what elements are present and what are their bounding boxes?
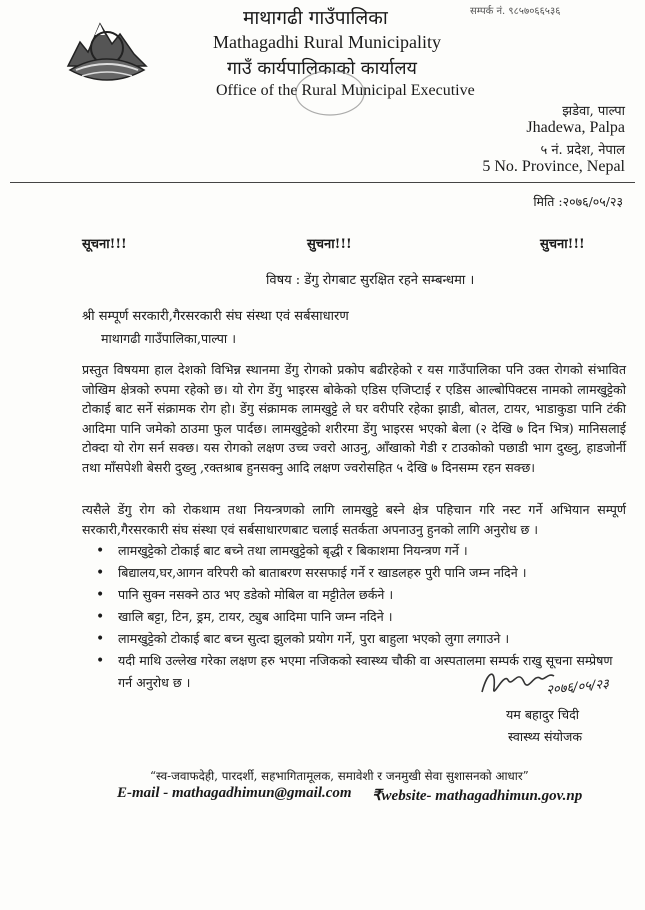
municipality-title-en: Mathagadhi Rural Municipality xyxy=(213,32,441,52)
municipality-emblem-icon xyxy=(62,8,152,86)
bullet-icon: • xyxy=(96,543,105,559)
bullet-icon: • xyxy=(96,653,105,669)
list-item: • बिद्यालय,घर,आगन वरिपरी को बाताबरण सरसफाई गर्ने र खाडलहरु पुरी पानि जम्न नदिने । xyxy=(96,562,626,584)
list-item: • लामखुट्टेको टोकाई बाट बच्न सुत्दा झुलको प्रयोग गर्ने, पुरा बाहुला भएको लुगा लगाउने । xyxy=(96,628,626,650)
contact-serial: सम्पर्क नं. ९८५७०६६५३६ xyxy=(470,6,561,17)
bullet-icon: • xyxy=(96,609,105,625)
list-item: • यदी माथि उल्लेख गरेका लक्षण हरु भएमा नजिकको स्वास्थ्य चौकी वा अस्पतालमा सम्पर्क राखु सूचना सम्प्रेषण गर्न अनुरोध छ । xyxy=(96,650,626,694)
footer-website: ₹website- mathagadhimun.gov.np xyxy=(372,788,583,804)
signatory-title: स्वास्थ्य संयोजक xyxy=(508,729,583,744)
notice-center: सुचना!!! xyxy=(307,237,352,252)
globe-icon: ₹ xyxy=(372,788,382,804)
bullet-icon: • xyxy=(96,587,105,603)
recipient-line2: माथागढी गाउँपालिका,पाल्पा । xyxy=(101,331,236,346)
document-date: मिति :२०७६/०५/२३ xyxy=(533,194,623,209)
notice-right: सुचना!!! xyxy=(540,237,585,252)
notice-left: सूचना!!! xyxy=(82,237,127,252)
footer-email: E-mail - mathagadhimun@gmail.com xyxy=(117,785,352,801)
list-item: • खालि बट्टा, टिन, ड्रम, टायर, ट्युब आदिमा पानि जम्न नदिने । xyxy=(96,606,626,628)
address-line2-np: ५ नं. प्रदेश, नेपाल xyxy=(540,143,625,158)
list-item: • लामखुट्टेको टोकाई बाट बच्ने तथा लामखुट्टेको बृद्धी र बिकाशमा नियन्त्रण गर्ने । xyxy=(96,540,626,562)
body-paragraph-1: प्रस्तुत विषयमा हाल देशको विभिन्न स्थानमा डेंगु रोगको प्रकोप बढीरहेको र यस गाउँपालिका पनि उक्त रोगको संभावित जोखिम क्षेत्रको रुपमा रहेको छ। यो रोग डेंगु भाइरस बोकेको एडिस एजिप्टाई र एडिस आल्बोपिक्टस नामको लामखुट्टेको टोकाई बाट सर्ने संक्रामक रोग हो। डेंगु संक्रामक लामखुट्टे ले घर वरीपरि रहेका झाडी, बोतल, टायर, भाडाकुडा पानि टंकी आदिमा पानि जमेको ठाउमा फुल पार्दछ। लामखुट्टेको शरीरमा डेंगु भाइरस भएको बेला (२ देखि ७ दिन भित्र) मानिसलाई टोक्दा यो रोग सर्न सक्छ। यस रोगको लक्षण उच्च ज्वरो आउनु, आँखाको गेडी र टाउकोको पछाडी भाग दुख्नु, हाडजोर्नी तथा माँसपेशी बेसरी दुख्नु ,रक्तश्राब हुनसक्नु आदि लक्षण ज्वरोसहित ५ देखि ७ दिनसम्म रहन सक्छ। xyxy=(82,362,626,475)
handwritten-date: २०७६/०५/२३ xyxy=(545,676,610,699)
address-line1-en: Jhadewa, Palpa xyxy=(526,119,625,136)
header-divider xyxy=(10,182,635,183)
subject-line: विषय : डेंगु रोगबाट सुरक्षित रहने सम्बन्धमा । xyxy=(266,273,475,288)
office-title-en: Office of the Rural Municipal Executive xyxy=(216,82,475,99)
address-line1-np: झडेवा, पाल्पा xyxy=(562,104,625,119)
recipient-line1: श्री सम्पूर्ण सरकारी,गैरसरकारी संघ संस्था एवं सर्बसाधारण xyxy=(82,309,349,324)
address-line2-en: 5 No. Province, Nepal xyxy=(482,158,625,175)
municipality-title-np: माथागढी गाउँपालिका xyxy=(243,7,388,29)
bullet-icon: • xyxy=(96,631,105,647)
bullet-icon: • xyxy=(96,565,105,581)
list-item: • पानि सुक्न नसक्ने ठाउ भए डडेको मोबिल वा मट्टीतेल छर्कने । xyxy=(96,584,626,606)
office-title-np: गाउँ कार्यपालिकाको कार्यालय xyxy=(227,58,417,79)
body-paragraph-2: त्यसैले डेंगु रोग को रोकथाम तथा नियन्त्रणको लागि लामखुट्टे बस्ने क्षेत्र पहिचान गरि नस्ट गर्ने अभियान सम्पूर्ण सरकारी,गैरसरकारी संघ संस्था एवं सर्बसाधारणबाट चलाई सतर्कता अपनाउनु हुनको लागि अनुरोध छ । xyxy=(82,502,626,537)
signatory-name: यम बहादुर चिदी xyxy=(506,707,580,722)
office-seal-stamp xyxy=(290,66,370,120)
footer-motto: “स्व-जवाफदेही, पारदर्शी, सहभागितामूलक, समावेशी र जनमुखी सेवा सुशासनको आधार” xyxy=(150,769,529,783)
